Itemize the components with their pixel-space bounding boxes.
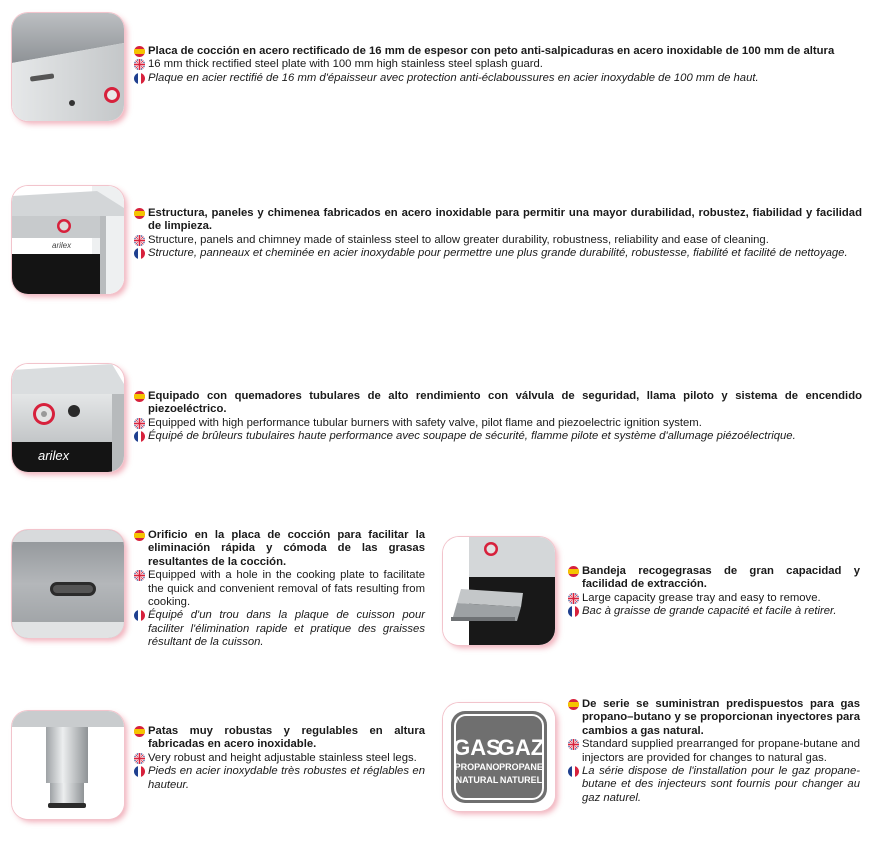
brand-logo-text: arilex	[52, 241, 72, 250]
feature-3-es: Equipado con quemadores tubulares de alto rendimiento con válvula de seguridad, llama piloto y sistema de encendido piezoeléctrico.	[148, 390, 862, 416]
feature-4-en: Equipped with a hole in the cooking plate to facilitate the quick and convenient removal of fats resulting from cooking.	[148, 569, 425, 609]
gas-label: GAS	[453, 735, 501, 760]
spanish-line	[134, 390, 862, 417]
france-flag-icon	[134, 73, 145, 84]
spanish-line	[568, 565, 860, 592]
feature-6-en: Very robust and height adjustable stainless steel legs.	[148, 751, 417, 764]
uk-flag-icon	[134, 235, 145, 246]
feature-6-text	[134, 725, 425, 792]
english-line	[134, 234, 862, 247]
uk-flag-icon	[134, 753, 145, 764]
france-flag-icon	[134, 248, 145, 259]
spanish-line	[134, 529, 425, 569]
feature-7-fr: La série dispose de l'installation pour le gaz propane-butane et des injecteurs sont fournis pour changer au gaz naturel.	[582, 765, 860, 804]
french-line	[134, 72, 862, 85]
griddle-plate-image	[12, 13, 124, 121]
burner-controls-image	[12, 364, 124, 472]
uk-flag-icon	[134, 570, 145, 581]
france-flag-icon	[568, 606, 579, 617]
spain-flag-icon	[134, 726, 145, 737]
feature-3-fr: Équipé de brûleurs tubulaires haute performance avec soupape de sécurité, flamme pilote et système d'allumage piézoélectrique.	[148, 430, 796, 443]
stainless-structure-image	[12, 186, 124, 294]
english-line	[134, 58, 862, 71]
gas-type-badge	[443, 703, 555, 811]
french-line	[134, 247, 862, 260]
spain-flag-icon	[134, 46, 145, 57]
spanish-line	[568, 698, 860, 738]
natural-label: NATURAL	[455, 775, 499, 785]
uk-flag-icon	[134, 418, 145, 429]
gaz-label: GAZ	[497, 735, 545, 760]
brand-logo-text: arilex	[38, 448, 70, 463]
feature-3-text	[134, 390, 862, 444]
uk-flag-icon	[134, 59, 145, 70]
english-line	[568, 738, 860, 765]
feature-5-fr: Bac à graisse de grande capacité et facile à retirer.	[582, 605, 837, 618]
spanish-line	[134, 45, 862, 58]
feature-1-fr: Plaque en acier rectifié de 16 mm d'épaisseur avec protection anti-éclaboussures en acier inoxydable de 100 mm de haut.	[148, 71, 759, 84]
spain-flag-icon	[134, 530, 145, 541]
feature-1-text	[134, 45, 862, 85]
france-flag-icon	[134, 766, 145, 777]
french-line	[134, 430, 862, 443]
propano-label: PROPANO	[454, 762, 500, 772]
grease-tray-image	[443, 537, 555, 645]
english-line	[134, 752, 425, 765]
feature-2-en: Structure, panels and chimney made of stainless steel to allow greater durability, robustness, reliability and ease of cleaning.	[148, 233, 769, 246]
french-line	[568, 605, 860, 618]
feature-4-fr: Équipé d'un trou dans la plaque de cuisson pour faciliter l'élimination rapide et pratique des graisses résultant de la cuisson.	[148, 609, 425, 649]
french-line	[134, 609, 425, 649]
english-line	[134, 417, 862, 430]
feature-6-fr: Pieds en acier inoxydable très robustes et réglables en hauteur.	[148, 765, 425, 791]
propane-label: PROPANE	[499, 762, 543, 772]
france-flag-icon	[134, 431, 145, 442]
feature-1-es: Placa de cocción en acero rectificado de 16 mm de espesor con peto anti-salpicaduras en acero inoxidable de 100 mm de altura	[148, 45, 835, 57]
feature-4-text	[134, 529, 425, 650]
feature-2-text	[134, 207, 862, 261]
feature-2-es: Estructura, paneles y chimenea fabricados en acero inoxidable para permitir una mayor durabilidad, robustez, fiabilidad y facilidad de limpieza.	[148, 207, 862, 233]
spain-flag-icon	[568, 699, 579, 710]
uk-flag-icon	[568, 739, 579, 750]
english-line	[134, 569, 425, 609]
adjustable-legs-image	[12, 711, 124, 819]
feature-5-text	[568, 565, 860, 619]
france-flag-icon	[568, 766, 579, 777]
naturel-label: NATUREL	[499, 775, 543, 785]
feature-3-en: Equipped with high performance tubular burners with safety valve, pilot flame and piezoelectric ignition system.	[148, 416, 702, 429]
feature-5-en: Large capacity grease tray and easy to remove.	[582, 591, 821, 604]
feature-7-en: Standard supplied prearranged for propane-butane and injectors are provided for changes to natural gas.	[582, 738, 860, 764]
grease-hole-image	[12, 530, 124, 638]
spain-flag-icon	[568, 566, 579, 577]
spanish-line	[134, 725, 425, 752]
english-line	[568, 592, 860, 605]
feature-2-fr: Structure, panneaux et cheminée en acier inoxydable pour permettre une plus grande durabilité, robustesse, fiabilité et facilité de nettoyage.	[148, 247, 848, 260]
spain-flag-icon	[134, 208, 145, 219]
french-line	[568, 765, 860, 805]
feature-6-es: Patas muy robustas y regulables en altura fabricadas en acero inoxidable.	[148, 725, 425, 751]
spanish-line	[134, 207, 862, 234]
feature-4-es: Orificio en la placa de cocción para facilitar la eliminación rápida y cómoda de las grasas resultantes de la cocción.	[148, 529, 425, 568]
france-flag-icon	[134, 610, 145, 621]
french-line	[134, 765, 425, 792]
feature-5-es: Bandeja recogegrasas de gran capacidad y facilidad de extracción.	[582, 565, 860, 591]
spain-flag-icon	[134, 391, 145, 402]
uk-flag-icon	[568, 593, 579, 604]
feature-1-en: 16 mm thick rectified steel plate with 100 mm high stainless steel splash guard.	[148, 58, 543, 71]
feature-7-text	[568, 698, 860, 805]
feature-7-es: De serie se suministran predispuestos para gas propano–butano y se proporcionan inyectores para cambios a gas natural.	[582, 698, 860, 737]
